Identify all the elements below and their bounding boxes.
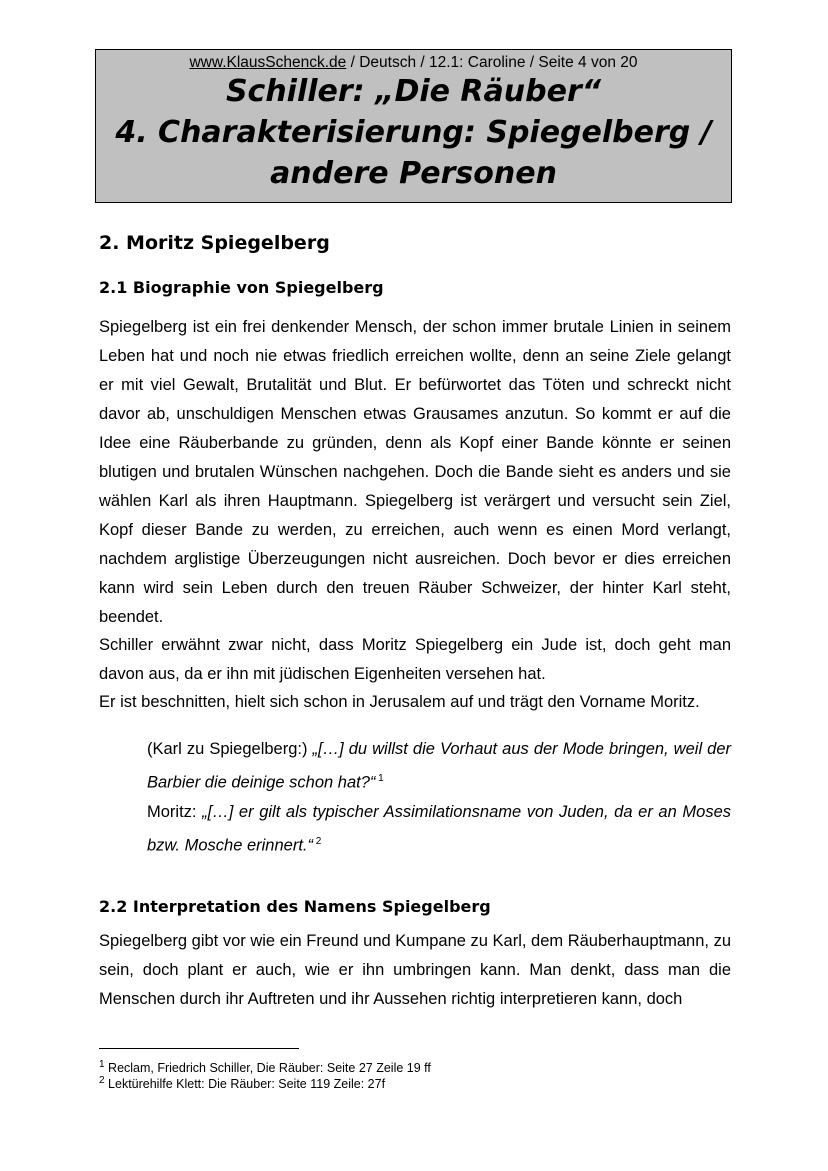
website-link[interactable]: www.KlausSchenck.de [189,54,347,71]
subheading-interpretation: 2.2 Interpretation des Namens Spiegelberg [99,897,491,916]
quote-moritz-speaker: Moritz: [147,802,203,821]
interpretation-paragraph: Spiegelberg gibt vor wie ein Freund und Kumpane zu Karl, dem Räuberhauptmann, zu sein, doch plant er auch, wie er ihn umbringen kann. Man denkt, dass man die Menschen durch ihr Auftreten und ihr Aussehen richtig interpretieren kann, doch [99,932,731,1008]
quote-moritz [147,798,731,861]
breadcrumb: / Deutsch / 12.1: Caroline / Seite 4 von 20 [346,54,638,71]
section-heading: 2. Moritz Spiegelberg [99,232,330,254]
footnote-2-text: Lektürehilfe Klett: Die Räuber: Seite 119 Zeile: 27f [104,1077,386,1092]
quote-karl-text: „[…] du willst die Vorhaut aus der Mode bringen, weil der Barbier die deinige schon hat?“ [147,740,731,792]
quote-karl [147,735,731,798]
jewish-paragraph: Schiller erwähnt zwar nicht, dass Moritz Spiegelberg ein Jude ist, doch geht man davon aus, da er ihn mit jüdischen Eigenheiten versehen hat. [99,636,731,683]
footnote-1 [99,1059,431,1075]
subheading-biography: 2.1 Biographie von Spiegelberg [99,278,384,297]
footnote-divider [99,1048,299,1049]
footnote-ref-1: 1 [375,773,384,784]
footnote-1-text: Reclam, Friedrich Schiller, Die Räuber: Seite 27 Zeile 19 ff [104,1061,431,1076]
jewish-detail-paragraph: Er ist beschnitten, hielt sich schon in Jerusalem auf und trägt den Vorname Moritz. [99,693,700,711]
footnote-2 [99,1075,385,1091]
title-line-1: Schiller: „Die Räuber“ [225,74,602,109]
title-line-3: andere Personen [270,156,557,191]
footnote-ref-2: 2 [312,835,322,847]
footnote-1-mark: 1 [99,1059,105,1070]
quote-moritz-text: „[…] er gilt als typischer Assimilationsname von Juden, da er an Moses bzw. Mosche erinnert.“ [147,802,731,854]
quote-block [147,735,731,860]
footnote-2-mark: 2 [99,1075,105,1086]
quote-karl-speaker: (Karl zu Spiegelberg:) [147,740,313,758]
title-line-2: 4. Charakterisierung: Spiegelberg / [115,115,712,150]
biography-paragraph: Spiegelberg ist ein frei denkender Mensch, der schon immer brutale Linien in seinem Leben hat und noch nie etwas friedlich erreichen wollte, denn an seine Ziele gelangt er mit viel Gewalt, Brutalität und Blut. Er befürwortet das Töten und schreckt nicht davor ab, unschuldigen Menschen etwas Grausames anzutun. So kommt er auf die Idee eine Räuberbande zu gründen, denn als Kopf einer Bande könnte er seinen blutigen und brutalen Wünschen nachgehen. Doch die Bande sieht es anders und sie wählen Karl als ihren Hauptmann. Spiegelberg ist verärgert und versucht sein Ziel, Kopf dieser Bande zu werden, zu erreichen, auch wenn es einen Mord verlangt, nachdem arglistige Überzeugungen nicht ausreichen. Doch bevor er dies erreichen kann wird sein Leben durch den treuen Räuber Schweizer, der hinter Karl steht, beendet. [99,318,731,626]
header-box [95,49,732,203]
